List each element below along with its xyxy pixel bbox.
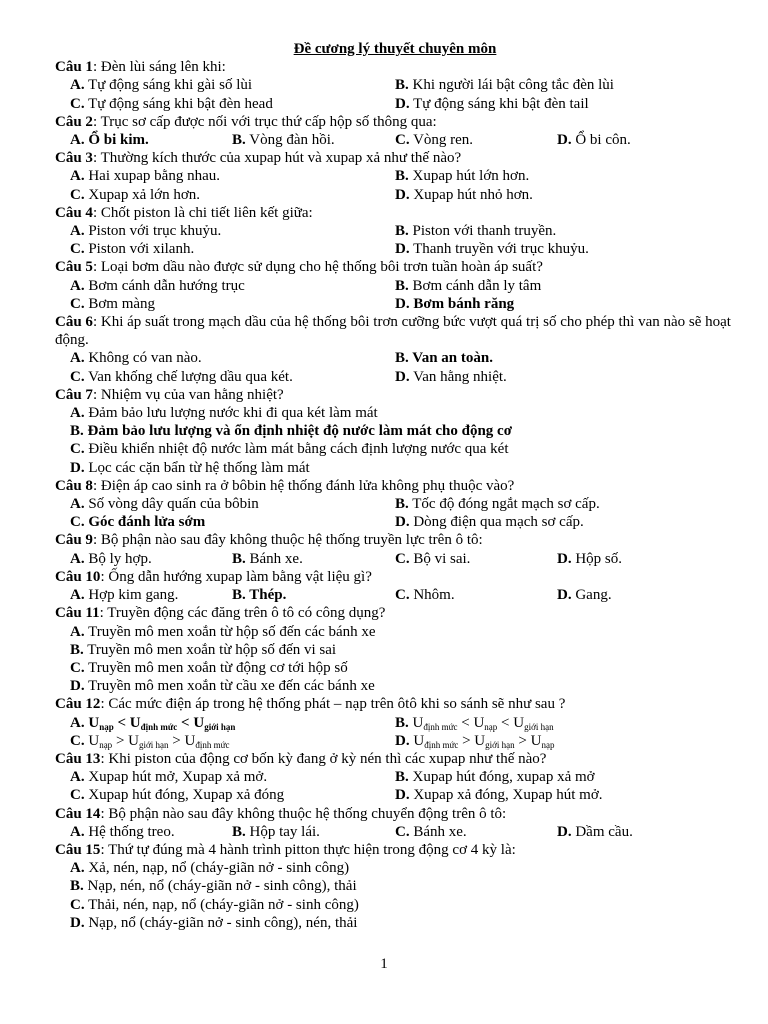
option-letter: A. xyxy=(70,860,85,877)
option-text: Đảm bảo lưu lượng nước khi đi qua két làm mát xyxy=(84,405,378,422)
option-text: Bơm cánh dẫn ly tâm xyxy=(408,277,542,294)
question-text: : Chốt piston là chi tiết liên kết giữa: xyxy=(92,204,313,221)
option-letter: D. xyxy=(557,823,572,840)
answer-options xyxy=(55,550,735,568)
option-text: Nạp, nổ (cháy-giãn nở - sinh công), nén, thải xyxy=(84,914,358,931)
option-text: Truyền mô men xoắn từ động cơ tới hộp số xyxy=(84,659,348,676)
question-9 xyxy=(55,531,735,549)
option-letter: B. xyxy=(70,423,84,440)
answer-option-b xyxy=(395,167,725,185)
option-letter: B. xyxy=(395,350,409,367)
answer-option-b xyxy=(70,641,735,659)
answer-option-d xyxy=(395,368,725,386)
voltage-symbol: U xyxy=(88,732,100,749)
option-text: Bộ ly hợp. xyxy=(84,550,152,567)
question-2 xyxy=(55,113,735,131)
page-title: Đề cương lý thuyết chuyên môn xyxy=(293,41,497,57)
option-text: Xả, nén, nạp, nổ (cháy-giãn nở - sinh công) xyxy=(84,860,350,877)
answer-option-a xyxy=(70,76,395,94)
question-text: : Đèn lùi sáng lên khi: xyxy=(92,59,226,76)
answer-option-a xyxy=(70,623,735,641)
voltage-symbol: U xyxy=(530,732,542,749)
question-5 xyxy=(55,258,735,276)
option-letter: D. xyxy=(395,732,410,749)
answer-option-b xyxy=(232,550,395,568)
answer-option-c xyxy=(395,823,557,841)
question-12 xyxy=(55,695,735,713)
option-letter: B. xyxy=(232,587,246,604)
option-letter: B. xyxy=(395,496,409,513)
option-text: Dòng điện qua mạch sơ cấp. xyxy=(409,514,584,531)
answer-option-d xyxy=(557,823,727,841)
answer-option-b xyxy=(395,768,725,786)
answer-options xyxy=(55,222,735,258)
option-letter: C. xyxy=(70,441,85,458)
option-letter: C. xyxy=(70,241,85,258)
option-text: Bánh xe. xyxy=(409,823,467,840)
question-label: Câu 14 xyxy=(55,805,101,822)
answer-options xyxy=(55,586,735,604)
question-text: : Ống dẫn hướng xupap làm bằng vật liệu gì? xyxy=(100,568,372,585)
option-text: Gang. xyxy=(571,587,612,604)
question-13 xyxy=(55,750,735,768)
option-letter: D. xyxy=(395,514,410,531)
option-letter: C. xyxy=(395,132,410,149)
question-label: Câu 15 xyxy=(55,841,101,858)
voltage-subscript: định mức xyxy=(423,721,458,732)
option-letter: D. xyxy=(395,186,410,203)
answer-option-b xyxy=(70,422,735,440)
option-text: Piston với thanh truyền. xyxy=(408,223,557,240)
option-letter: D. xyxy=(70,914,85,931)
option-letter: A. xyxy=(70,496,85,513)
answer-option-b xyxy=(395,277,725,295)
option-text: Hai xupap bằng nhau. xyxy=(84,168,220,185)
answer-option-a xyxy=(70,823,232,841)
option-letter: A. xyxy=(70,623,85,640)
answer-option-a xyxy=(70,859,735,877)
question-label: Câu 1 xyxy=(55,59,93,76)
answer-option-c xyxy=(70,186,395,204)
question-7 xyxy=(55,386,735,404)
question-label: Câu 7 xyxy=(55,386,93,403)
voltage-subscript: nạp xyxy=(99,721,114,732)
answer-option-c xyxy=(395,586,557,604)
option-letter: D. xyxy=(70,678,85,695)
relation-sign: < xyxy=(113,714,130,731)
voltage-symbol: U xyxy=(413,732,425,749)
question-10 xyxy=(55,568,735,586)
answer-option-c xyxy=(70,513,395,531)
answer-option-b xyxy=(70,877,735,895)
answer-option-a xyxy=(70,167,395,185)
question-text: : Nhiệm vụ của van hằng nhiệt? xyxy=(92,386,284,403)
answer-option-b xyxy=(395,495,725,513)
question-14 xyxy=(55,805,735,823)
answer-option-a xyxy=(70,277,395,295)
option-letter: A. xyxy=(70,168,85,185)
document-page xyxy=(55,40,735,932)
question-text: : Trục sơ cấp được nối với trục thứ cấp hộp số thông qua: xyxy=(92,113,437,130)
option-letter: C. xyxy=(70,659,85,676)
option-letter: D. xyxy=(557,132,572,149)
voltage-symbol: U xyxy=(474,732,486,749)
option-text: Van hằng nhiệt. xyxy=(409,368,507,385)
answer-option-d xyxy=(395,95,725,113)
question-11 xyxy=(55,604,735,622)
answer-option-d xyxy=(395,786,725,804)
option-letter: C. xyxy=(395,823,410,840)
option-letter: A. xyxy=(70,405,85,422)
answer-option-a xyxy=(70,349,395,367)
option-letter: A. xyxy=(70,277,85,294)
answer-options xyxy=(55,131,735,149)
relation-sign: < xyxy=(177,714,194,731)
relation-sign: < xyxy=(457,714,474,731)
option-letter: C. xyxy=(70,732,85,749)
answer-options xyxy=(55,768,735,804)
option-letter: B. xyxy=(232,550,246,567)
answer-option-d xyxy=(395,295,725,313)
question-label: Câu 11 xyxy=(55,605,100,622)
answer-options xyxy=(55,167,735,203)
voltage-subscript: giới hạn xyxy=(139,739,169,750)
option-letter: B. xyxy=(395,277,409,294)
option-letter: B. xyxy=(395,168,409,185)
voltage-symbol: U xyxy=(88,714,100,731)
voltage-subscript: giới hạn xyxy=(485,739,515,750)
option-text: Xupap xả lớn hơn. xyxy=(84,186,201,203)
answer-option-a xyxy=(70,131,232,149)
answer-option-a xyxy=(70,495,395,513)
answer-option-b xyxy=(395,349,725,367)
answer-option-a xyxy=(70,222,395,240)
question-4 xyxy=(55,204,735,222)
option-letter: B. xyxy=(395,714,409,731)
option-letter: D. xyxy=(395,95,410,112)
option-letter: B. xyxy=(232,823,246,840)
answer-options xyxy=(55,277,735,313)
answer-options xyxy=(55,349,735,385)
option-text: Lọc các cặn bẩn từ hệ thống làm mát xyxy=(84,459,310,476)
option-text: Khi người lái bật công tắc đèn lùi xyxy=(408,77,614,94)
answer-option-a xyxy=(70,586,232,604)
answer-option-d xyxy=(557,586,727,604)
option-letter: A. xyxy=(70,587,85,604)
question-label: Câu 5 xyxy=(55,259,93,276)
option-letter: C. xyxy=(70,295,85,312)
option-letter: D. xyxy=(395,295,410,312)
option-letter: C. xyxy=(70,186,85,203)
voltage-subscript: nạp xyxy=(484,721,498,732)
question-text: : Các mức điện áp trong hệ thống phát – nạp trên ôtô khi so sánh sẽ như sau ? xyxy=(100,696,566,713)
answer-option-b xyxy=(232,131,395,149)
voltage-subscript: nạp xyxy=(541,739,555,750)
option-text: Vòng ren. xyxy=(409,132,474,149)
option-text: Thải, nén, nạp, nổ (cháy-giãn nở - sinh công) xyxy=(84,896,359,913)
option-text: Số vòng dây quấn của bôbin xyxy=(84,496,259,513)
question-text: : Thứ tự đúng mà 4 hành trình pitton thực hiện trong động cơ 4 kỳ là: xyxy=(100,841,516,858)
option-text: Tự động sáng khi bật đèn head xyxy=(84,95,273,112)
option-text: Piston với xilanh. xyxy=(84,241,195,258)
answer-option-c xyxy=(70,440,735,458)
option-text: Xupap hút mở, Xupap xả mở. xyxy=(84,769,268,786)
voltage-subscript: định mức xyxy=(140,721,178,732)
option-text: Truyền mô men xoắn từ cầu xe đến các bánh xe xyxy=(84,678,375,695)
question-text: : Truyền động các đăng trên ô tô có công dụng? xyxy=(99,605,386,622)
option-letter: D. xyxy=(70,459,85,476)
option-letter: D. xyxy=(395,787,410,804)
option-text: Tốc độ đóng ngắt mạch sơ cấp. xyxy=(408,496,600,513)
option-letter: D. xyxy=(395,241,410,258)
question-1 xyxy=(55,58,735,76)
question-text: : Khi piston của động cơ bốn kỳ đang ở kỳ nén thì các xupap như thế nào? xyxy=(100,750,547,767)
option-text: Điều khiển nhiệt độ nước làm mát bằng cách định lượng nước qua két xyxy=(84,441,509,458)
question-3 xyxy=(55,149,735,167)
option-letter: A. xyxy=(70,769,85,786)
option-text: Van khống chế lượng dầu qua két. xyxy=(84,368,293,385)
answer-options xyxy=(55,823,735,841)
answer-option-c xyxy=(70,896,735,914)
option-letter: B. xyxy=(395,77,409,94)
answer-option-b xyxy=(232,586,395,604)
answer-option-a xyxy=(70,714,395,732)
answer-option-b xyxy=(232,823,395,841)
question-6 xyxy=(55,313,735,349)
answer-option-d xyxy=(557,550,727,568)
answer-options xyxy=(55,623,735,696)
question-label: Câu 10 xyxy=(55,568,101,585)
option-text: Ổ bi kim. xyxy=(84,132,149,149)
option-text: Hợp kim gang. xyxy=(84,587,179,604)
option-text: Không có van nào. xyxy=(84,350,202,367)
answer-option-c xyxy=(70,368,395,386)
option-text: Vòng đàn hồi. xyxy=(245,132,335,149)
option-letter: A. xyxy=(70,77,85,94)
question-15 xyxy=(55,841,735,859)
option-text: Nạp, nén, nổ (cháy-giãn nở - sinh công), thải xyxy=(83,878,357,895)
answer-option-d xyxy=(70,459,735,477)
voltage-symbol: U xyxy=(412,714,424,731)
option-letter: B. xyxy=(232,132,246,149)
answer-options xyxy=(55,76,735,112)
option-text: Xupap hút đóng, xupap xả mở xyxy=(408,769,595,786)
answer-option-c xyxy=(70,240,395,258)
option-text: Bánh xe. xyxy=(245,550,303,567)
option-text: Nhôm. xyxy=(409,587,455,604)
answer-option-c xyxy=(70,659,735,677)
relation-sign: < xyxy=(497,714,514,731)
answer-option-d xyxy=(395,513,725,531)
question-8 xyxy=(55,477,735,495)
question-text: : Loại bơm dầu nào được sử dụng cho hệ thống bôi trơn tuần hoàn áp suất? xyxy=(92,259,543,276)
option-text: Góc đánh lửa sớm xyxy=(84,514,206,531)
answer-options xyxy=(55,404,735,477)
option-text: Bơm cánh dẫn hướng trục xyxy=(84,277,245,294)
option-text: Xupap hút đóng, Xupap xả đóng xyxy=(84,787,285,804)
answer-option-a xyxy=(70,768,395,786)
voltage-symbol: U xyxy=(129,714,141,731)
option-letter: A. xyxy=(70,132,85,149)
option-letter: A. xyxy=(70,223,85,240)
question-label: Câu 9 xyxy=(55,532,93,549)
answer-options xyxy=(55,495,735,531)
option-text: Ổ bi côn. xyxy=(571,132,631,149)
voltage-symbol: U xyxy=(193,714,205,731)
voltage-symbol: U xyxy=(473,714,485,731)
option-letter: C. xyxy=(70,368,85,385)
answer-option-d xyxy=(557,131,727,149)
page-number: 1 xyxy=(380,956,388,972)
answer-option-d xyxy=(395,732,725,750)
option-text: Truyền mô men xoắn từ hộp số đến các bánh xe xyxy=(84,623,376,640)
option-text: Dầm cầu. xyxy=(571,823,633,840)
answer-option-c xyxy=(395,131,557,149)
relation-sign: > xyxy=(458,732,475,749)
option-text: Hộp số. xyxy=(571,550,623,567)
answer-option-d xyxy=(70,914,735,932)
answer-option-b xyxy=(395,76,725,94)
answer-option-d xyxy=(395,186,725,204)
question-list xyxy=(55,58,735,932)
question-text: : Khi áp suất trong mạch dầu của hệ thống bôi trơn cưỡng bức vượt quá trị số cho phép thì van nào sẽ hoạt động. xyxy=(55,314,731,349)
relation-sign: > xyxy=(168,732,185,749)
option-text: Bơm bánh răng xyxy=(409,295,515,312)
option-text: Hệ thống treo. xyxy=(84,823,175,840)
voltage-subscript: giới hạn xyxy=(524,721,554,732)
voltage-subscript: định mức xyxy=(424,739,459,750)
question-label: Câu 6 xyxy=(55,314,93,331)
answer-option-a xyxy=(70,550,232,568)
answer-options xyxy=(55,714,735,750)
option-letter: C. xyxy=(70,514,85,531)
option-text: Đảm bảo lưu lượng và ổn định nhiệt độ nước làm mát cho động cơ xyxy=(83,423,513,440)
question-label: Câu 4 xyxy=(55,204,93,221)
option-text: Truyền mô men xoắn từ hộp số đến vi sai xyxy=(83,641,337,658)
question-text: : Bộ phận nào sau đây không thuộc hệ thống chuyển động trên ô tô: xyxy=(100,805,507,822)
voltage-symbol: U xyxy=(513,714,525,731)
question-label: Câu 2 xyxy=(55,113,93,130)
answer-option-c xyxy=(395,550,557,568)
voltage-subscript: định mức xyxy=(195,739,230,750)
question-text: : Thường kích thước của xupap hút và xupap xả như thế nào? xyxy=(92,150,462,167)
answer-option-b xyxy=(395,222,725,240)
voltage-symbol: U xyxy=(184,732,196,749)
option-text: Piston với trục khuỷu. xyxy=(84,223,222,240)
question-label: Câu 8 xyxy=(55,477,93,494)
option-text: Bộ vi sai. xyxy=(409,550,471,567)
answer-option-d xyxy=(70,677,735,695)
option-text: Tự động sáng khi gài số lùi xyxy=(84,77,253,94)
question-label: Câu 3 xyxy=(55,150,93,167)
question-label: Câu 13 xyxy=(55,750,101,767)
option-text: Thép. xyxy=(245,587,287,604)
question-text: : Bộ phận nào sau đây không thuộc hệ thống truyền lực trên ô tô: xyxy=(92,532,483,549)
option-letter: C. xyxy=(395,587,410,604)
option-text: Thanh truyền với trục khuỷu. xyxy=(409,241,589,258)
question-text: : Điện áp cao sinh ra ở bôbin hệ thống đánh lửa không phụ thuộc vào? xyxy=(92,477,515,494)
option-letter: D. xyxy=(557,587,572,604)
answer-option-c xyxy=(70,786,395,804)
option-letter: C. xyxy=(70,95,85,112)
option-text: Hộp tay lái. xyxy=(245,823,320,840)
option-letter: B. xyxy=(395,769,409,786)
option-text: Tự động sáng khi bật đèn tail xyxy=(409,95,589,112)
voltage-subscript: giới hạn xyxy=(204,721,236,732)
answer-option-c xyxy=(70,732,395,750)
option-letter: C. xyxy=(70,787,85,804)
option-text: Van an toàn. xyxy=(408,350,493,367)
answer-option-a xyxy=(70,404,735,422)
answer-option-c xyxy=(70,295,395,313)
answer-option-c xyxy=(70,95,395,113)
option-letter: B. xyxy=(70,641,84,658)
option-letter: D. xyxy=(395,368,410,385)
option-text: Xupap hút nhỏ hơn. xyxy=(409,186,533,203)
answer-options xyxy=(55,859,735,932)
answer-option-b xyxy=(395,714,725,732)
option-text: Bơm màng xyxy=(84,295,156,312)
voltage-subscript: nạp xyxy=(99,739,113,750)
option-letter: D. xyxy=(557,550,572,567)
option-text: Xupap xả đóng, Xupap hút mở. xyxy=(409,787,603,804)
option-letter: C. xyxy=(395,550,410,567)
relation-sign: > xyxy=(112,732,129,749)
question-label: Câu 12 xyxy=(55,696,101,713)
voltage-symbol: U xyxy=(128,732,139,749)
option-text: Xupap hút lớn hơn. xyxy=(408,168,530,185)
option-letter: A. xyxy=(70,714,85,731)
answer-option-d xyxy=(395,240,725,258)
option-letter: C. xyxy=(70,896,85,913)
option-letter: A. xyxy=(70,350,85,367)
option-letter: B. xyxy=(70,878,84,895)
option-letter: A. xyxy=(70,550,85,567)
option-letter: A. xyxy=(70,823,85,840)
option-letter: B. xyxy=(395,223,409,240)
relation-sign: > xyxy=(514,732,531,749)
